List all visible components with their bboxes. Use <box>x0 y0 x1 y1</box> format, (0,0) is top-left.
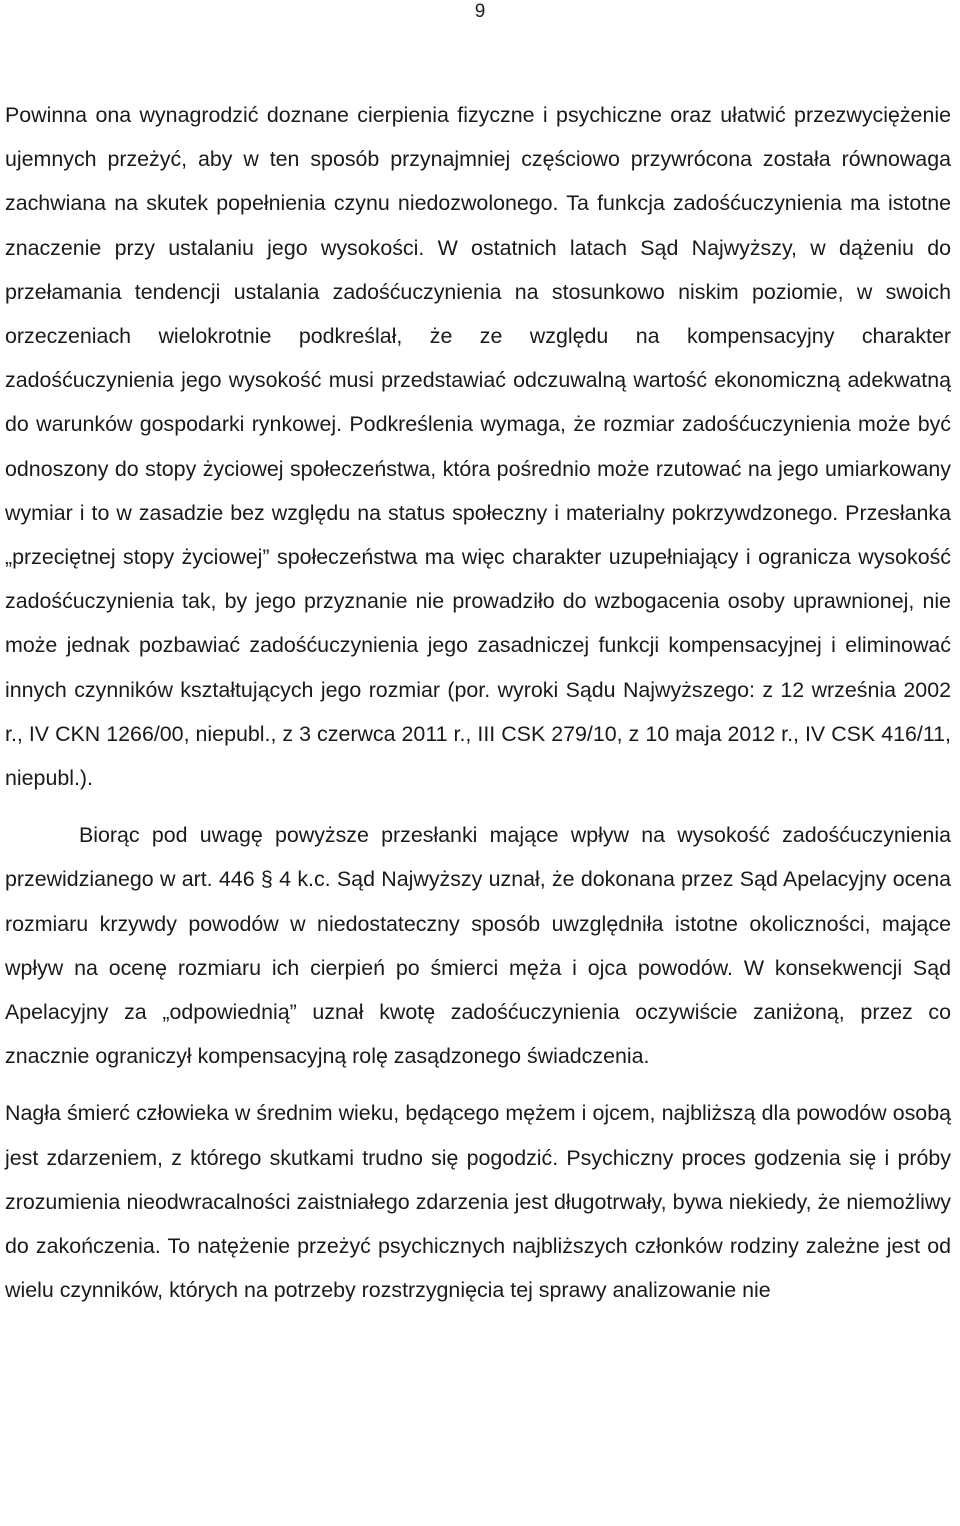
paragraph-3: Nagła śmierć człowieka w średnim wieku, będącego mężem i ojcem, najbliższą dla powodów osobą jest zdarzeniem, z którego skutkami trudno się pogodzić. Psychiczny proces godzenia się i próby zrozumienia nieodwracalności zaistniałego zdarzenia jest długotrwały, bywa niekiedy, że niemożliwy do zakończenia. To natężenie przeżyć psychicznych najbliższych członków rodziny zależne jest od wielu czynników, których na potrzeby rozstrzygnięcia tej sprawy analizowanie nie <box>5 1101 951 1303</box>
paragraph-1: Powinna ona wynagrodzić doznane cierpienia fizyczne i psychiczne oraz ułatwić przezwyciężenie ujemnych przeżyć, aby w ten sposób przynajmniej częściowo przywrócona została równowaga zachwiana na skutek popełnienia czynu niedozwolonego. Ta funkcja zadośćuczynienia ma istotne znaczenie przy ustalaniu jego wysokości. W ostatnich latach Sąd Najwyższy, w dążeniu do przełamania tendencji ustalania zadośćuczynienia na stosunkowo niskim poziomie, w swoich orzeczeniach wielokrotnie podkreślał, że ze względu na kompensacyjny charakter zadośćuczynienia jego wysokość musi przedstawiać odczuwalną wartość ekonomiczną adekwatną do warunków gospodarki rynkowej. Podkreślenia wymaga, że rozmiar zadośćuczynienia może być odnoszony do stopy życiowej społeczeństwa, która pośrednio może rzutować na jego umiarkowany wymiar i to w zasadzie bez względu na status społeczny i materialny pokrzywdzonego. Przesłanka „przeciętnej stopy życiowej” społeczeństwa ma więc charakter uzupełniający i ogranicza wysokość zadośćuczynienia tak, by jego przyznanie nie prowadziło do wzbogacenia osoby uprawnionej, nie może jednak pozbawiać zadośćuczynienia jego zasadniczej funkcji kompensacyjnej i eliminować innych czynników kształtujących jego rozmiar (por. wyroki Sądu Najwyższego: z 12 września 2002 r., IV CKN 1266/00, niepubl., z 3 czerwca 2011 r., III CSK 279/10, z 10 maja 2012 r., IV CSK 416/11, niepubl.). <box>5 103 951 791</box>
page-number: 9 <box>474 1 486 22</box>
document-body <box>5 93 951 1312</box>
paragraph-2: Biorąc pod uwagę powyższe przesłanki mające wpływ na wysokość zadośćuczynienia przewidzianego w art. 446 § 4 k.c. Sąd Najwyższy uznał, że dokonana przez Sąd Apelacyjny ocena rozmiaru krzywdy powodów w niedostateczny sposób uwzględniła istotne okoliczności, mające wpływ na ocenę rozmiaru ich cierpień po śmierci męża i ojca powodów. W konsekwencji Sąd Apelacyjny za „odpowiednią” uznał kwotę zadośćuczynienia oczywiście zaniżoną, przez co znacznie ograniczył kompensacyjną rolę zasądzonego świadczenia. <box>5 823 951 1069</box>
